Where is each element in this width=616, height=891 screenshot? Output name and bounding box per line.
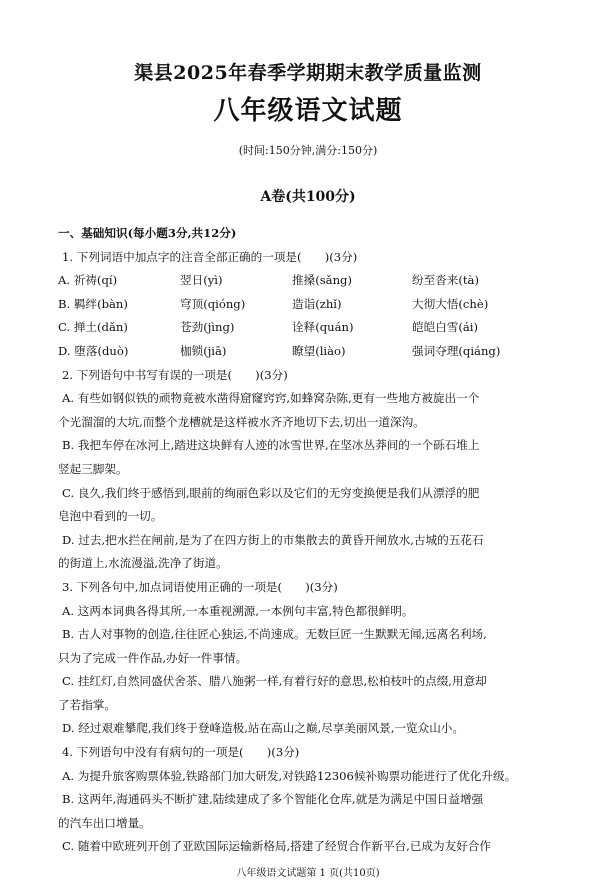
section-a-title: A卷(共100分) [260,189,356,205]
q1-option-a-4: 纷至沓来(tà) [412,273,479,288]
q2-stem: 2. 下列语句中书写有误的一项是( )(3分) [62,367,288,382]
q1-option-c-3: 诠释(quán) [292,320,354,335]
q1-option-c-1: C. 掸土(dǎn) [58,320,128,335]
q1-option-b-1: B. 羁绊(bàn) [58,296,128,311]
q4-stem: 4. 下列语句中没有有病句的一项是( )(3分) [62,745,300,760]
q2-line: B. 我把车停在冰河上,踏进这块鲜有人迹的冰雪世界,在坚冰丛莽间的一个砾石堆上 [62,438,480,453]
q1-option-a-2: 翌日(yì) [180,273,223,288]
q2-line: 的街道上,水流漫溢,洗净了街道。 [58,556,228,571]
q3-line: C. 挂红灯,自然同盛伏舍茶、腊八施粥一样,有着行好的意思,松柏枝叶的点缀,用意却 [62,674,487,689]
subject-title: 八年级语文试题 [213,96,403,126]
q1-option-a-1: A. 祈祷(qí) [58,273,118,288]
q4-line: C. 随着中欧班列开创了亚欧国际运输新格局,搭建了经贸合作新平台,已成为友好合作 [62,839,491,854]
exam-content [58,222,560,859]
q2-line: 竖起三脚架。 [58,461,128,476]
q4-line: A. 为提升旅客购票体验,铁路部门加大研发,对铁路12306候补购票功能进行了优化升级。 [62,768,517,783]
q1-options [58,269,560,363]
q1-option-a-3: 推搡(sǎng) [292,273,352,288]
exam-title: 渠县2025年春季学期期末教学质量监测 [134,62,482,84]
q1-option-b-3: 造诣(zhǐ) [292,296,342,311]
q1-option-c-2: 苍劲(jìng) [180,320,235,335]
q4-line: 的汽车出口增量。 [58,815,151,830]
q2-line: C. 良久,我们终于感悟到,眼前的绚丽色彩以及它们的无穷变换便是我们从漂浮的肥 [62,485,480,500]
q3-line: 只为了完成一件作品,办好一件事情。 [58,650,248,665]
q1-option-b-2: 穹顶(qióng) [180,296,246,311]
q1-option-d-2: 枷锁(jiā) [180,343,227,358]
q1-stem: 1. 下列词语中加点字的注音全部正确的一项是( )(3分) [62,249,358,264]
q2-line: 皂泡中看到的一切。 [58,509,163,524]
q2-line: D. 过去,把水拦在闸前,是为了在四方街上的市集散去的黄昏开闸放水,古城的五花石 [62,532,484,547]
part-one-heading: 一、基础知识(每小题3分,共12分) [58,226,237,240]
q3-line: A. 这两本词典各得其所,一本重视溯源,一本例句丰富,特色都很鲜明。 [62,603,414,618]
q3-line: D. 经过艰难攀爬,我们终于登峰造极,站在高山之巅,尽享美丽风景,一览众山小。 [62,721,464,736]
q1-option-c-4: 皑皑白雪(ái) [412,320,479,335]
q1-option-d-4: 强词夺理(qiáng) [412,343,501,358]
q3-line: 了若指掌。 [58,697,116,712]
q1-option-d-3: 瞭望(liào) [292,343,346,358]
q2-line: A. 有些如钢似铁的顽物竟被水凿得窟窿窍窍,如蜂窝杂陈,更有一些地方被旋出一个 [62,391,480,406]
exam-info: (时间:150分钟,满分:150分) [238,144,378,157]
q1-option-d-1: D. 堕落(duò) [58,343,129,358]
page-footer: 八年级语文试题第 1 页(共10页) [236,868,380,879]
q3-stem: 3. 下列各句中,加点词语使用正确的一项是( )(3分) [62,579,338,594]
q1-option-b-4: 大彻大悟(chè) [412,296,489,311]
q4-line: B. 这两年,海通码头不断扩建,陆续建成了多个智能化仓库,就是为满足中国日益增强 [62,792,484,807]
q2-line: 个光溜溜的大坑,而整个龙槽就是这样被水齐齐地切下去,切出一道深沟。 [58,414,425,429]
q3-line: B. 古人对事物的创造,往往匠心独运,不尚速成。无数巨匠一生默默无闻,远离名利场, [62,627,487,642]
